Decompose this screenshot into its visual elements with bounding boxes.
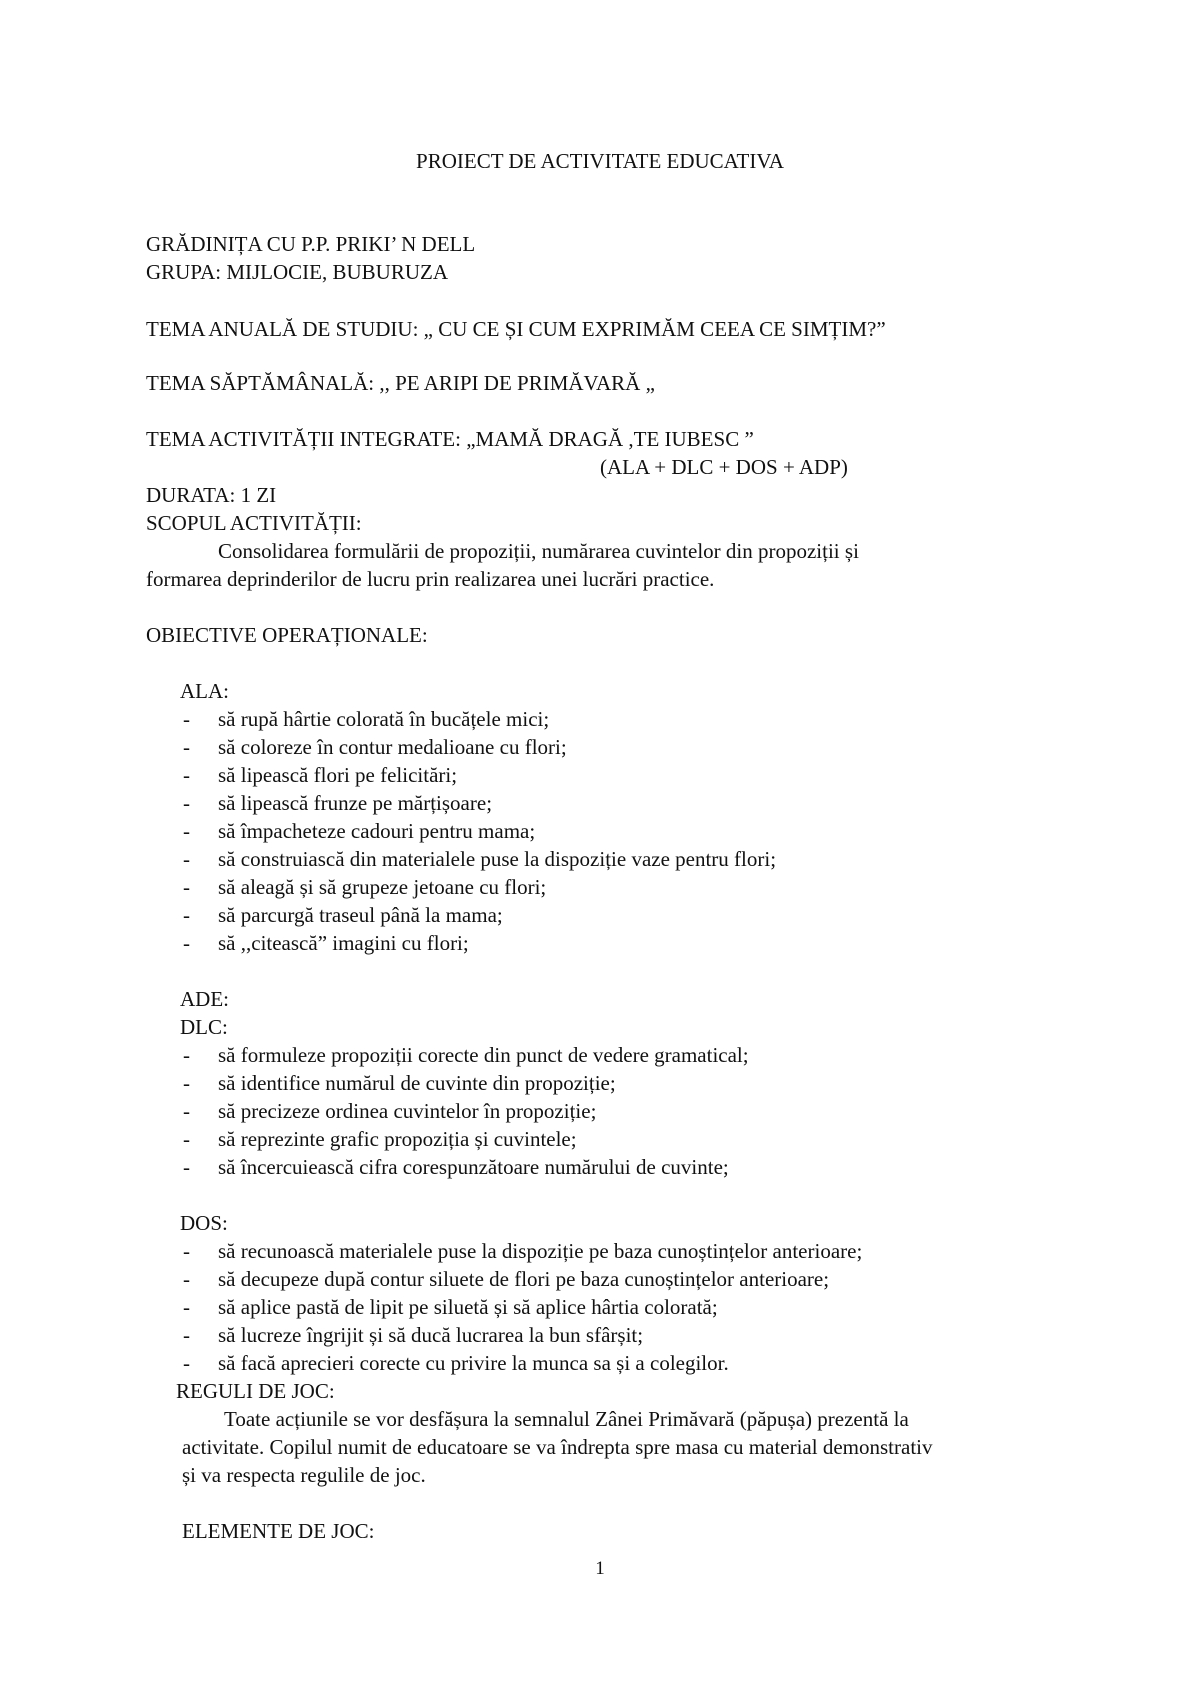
list-dash: - xyxy=(183,1239,190,1263)
list-item-text: să precizeze ordinea cuvintelor în propoziție; xyxy=(218,1099,597,1123)
list-dash: - xyxy=(183,1351,190,1375)
list-item-text: să împacheteze cadouri pentru mama; xyxy=(218,819,536,843)
game-rules-line2: activitate. Copilul numit de educatoare se va îndrepta spre masa cu material demonstrativ xyxy=(182,1435,933,1459)
list-dash: - xyxy=(183,903,190,927)
annual-theme: TEMA ANUALĂ DE STUDIU: „ CU CE ȘI CUM EXPRIMĂM CEEA CE SIMȚIM?” xyxy=(146,317,886,341)
weekly-theme: TEMA SĂPTĂMÂNALĂ: ,, PE ARIPI DE PRIMĂVARĂ „ xyxy=(146,371,655,395)
list-dash: - xyxy=(183,1043,190,1067)
purpose-text-line1: Consolidarea formulării de propoziții, numărarea cuvintelor din propoziții și xyxy=(218,539,859,563)
list-dash: - xyxy=(183,931,190,955)
list-dash: - xyxy=(183,1267,190,1291)
list-item-text: să aleagă și să grupeze jetoane cu flori; xyxy=(218,875,547,899)
list-item-text: să lipească frunze pe mărțișoare; xyxy=(218,791,493,815)
list-item-text: să identifice numărul de cuvinte din propoziție; xyxy=(218,1071,616,1095)
list-item-text: să recunoască materialele puse la dispoziție pe baza cunoștințelor anterioare; xyxy=(218,1239,863,1263)
list-dash: - xyxy=(183,707,190,731)
list-dash: - xyxy=(183,1323,190,1347)
list-item-text: să construiască din materialele puse la dispoziție vaze pentru flori; xyxy=(218,847,777,871)
list-dash: - xyxy=(183,735,190,759)
list-item-text: să încercuiească cifra corespunzătoare numărului de cuvinte; xyxy=(218,1155,729,1179)
list-dash: - xyxy=(183,763,190,787)
list-dash: - xyxy=(183,1295,190,1319)
ala-label: ALA: xyxy=(180,679,229,703)
list-item-text: să facă aprecieri corecte cu privire la munca sa și a colegilor. xyxy=(218,1351,729,1375)
list-dash: - xyxy=(183,1155,190,1179)
dlc-label: DLC: xyxy=(180,1015,228,1039)
list-item-text: să lucreze îngrijit și să ducă lucrarea la bun sfârșit; xyxy=(218,1323,644,1347)
game-elements-label: ELEMENTE DE JOC: xyxy=(182,1519,375,1543)
purpose-text-line2: formarea deprinderilor de lucru prin realizarea unei lucrări practice. xyxy=(146,567,715,591)
list-dash: - xyxy=(183,791,190,815)
list-item-text: să coloreze în contur medalioane cu flori; xyxy=(218,735,567,759)
page-number: 1 xyxy=(595,1558,605,1579)
list-item-text: să rupă hârtie colorată în bucățele mici; xyxy=(218,707,550,731)
purpose-label: SCOPUL ACTIVITĂȚII: xyxy=(146,511,362,535)
list-item-text: să reprezinte grafic propoziția și cuvintele; xyxy=(218,1127,577,1151)
list-dash: - xyxy=(183,847,190,871)
activity-theme: TEMA ACTIVITĂȚII INTEGRATE: „MAMĂ DRAGĂ ,TE IUBESC ” xyxy=(146,427,754,451)
list-item-text: să parcurgă traseul până la mama; xyxy=(218,903,503,927)
kindergarten-name: GRĂDINIȚA CU P.P. PRIKI’ N DELL xyxy=(146,232,476,256)
group-name: GRUPA: MIJLOCIE, BUBURUZA xyxy=(146,260,449,284)
list-item-text: să aplice pastă de lipit pe siluetă și să aplice hârtia colorată; xyxy=(218,1295,718,1319)
game-rules-line3: și va respecta regulile de joc. xyxy=(182,1463,426,1487)
game-rules-line1: Toate acțiunile se vor desfășura la semnalul Zânei Primăvară (păpușa) prezentă la xyxy=(224,1407,909,1431)
game-rules-label: REGULI DE JOC: xyxy=(176,1379,335,1403)
objectives-label: OBIECTIVE OPERAȚIONALE: xyxy=(146,623,428,647)
list-item-text: să decupeze după contur siluete de flori pe baza cunoștințelor anterioare; xyxy=(218,1267,830,1291)
list-dash: - xyxy=(183,819,190,843)
list-dash: - xyxy=(183,1099,190,1123)
ade-label: ADE: xyxy=(180,987,229,1011)
list-dash: - xyxy=(183,1071,190,1095)
document-title: PROIECT DE ACTIVITATE EDUCATIVA xyxy=(416,149,784,173)
dos-label: DOS: xyxy=(180,1211,228,1235)
duration: DURATA: 1 ZI xyxy=(146,483,277,507)
list-dash: - xyxy=(183,875,190,899)
list-dash: - xyxy=(183,1127,190,1151)
list-item-text: să lipească flori pe felicitări; xyxy=(218,763,458,787)
activity-types: (ALA + DLC + DOS + ADP) xyxy=(600,455,848,479)
list-item-text: să formuleze propoziții corecte din punct de vedere gramatical; xyxy=(218,1043,749,1067)
list-item-text: să ,,citească” imagini cu flori; xyxy=(218,931,469,955)
